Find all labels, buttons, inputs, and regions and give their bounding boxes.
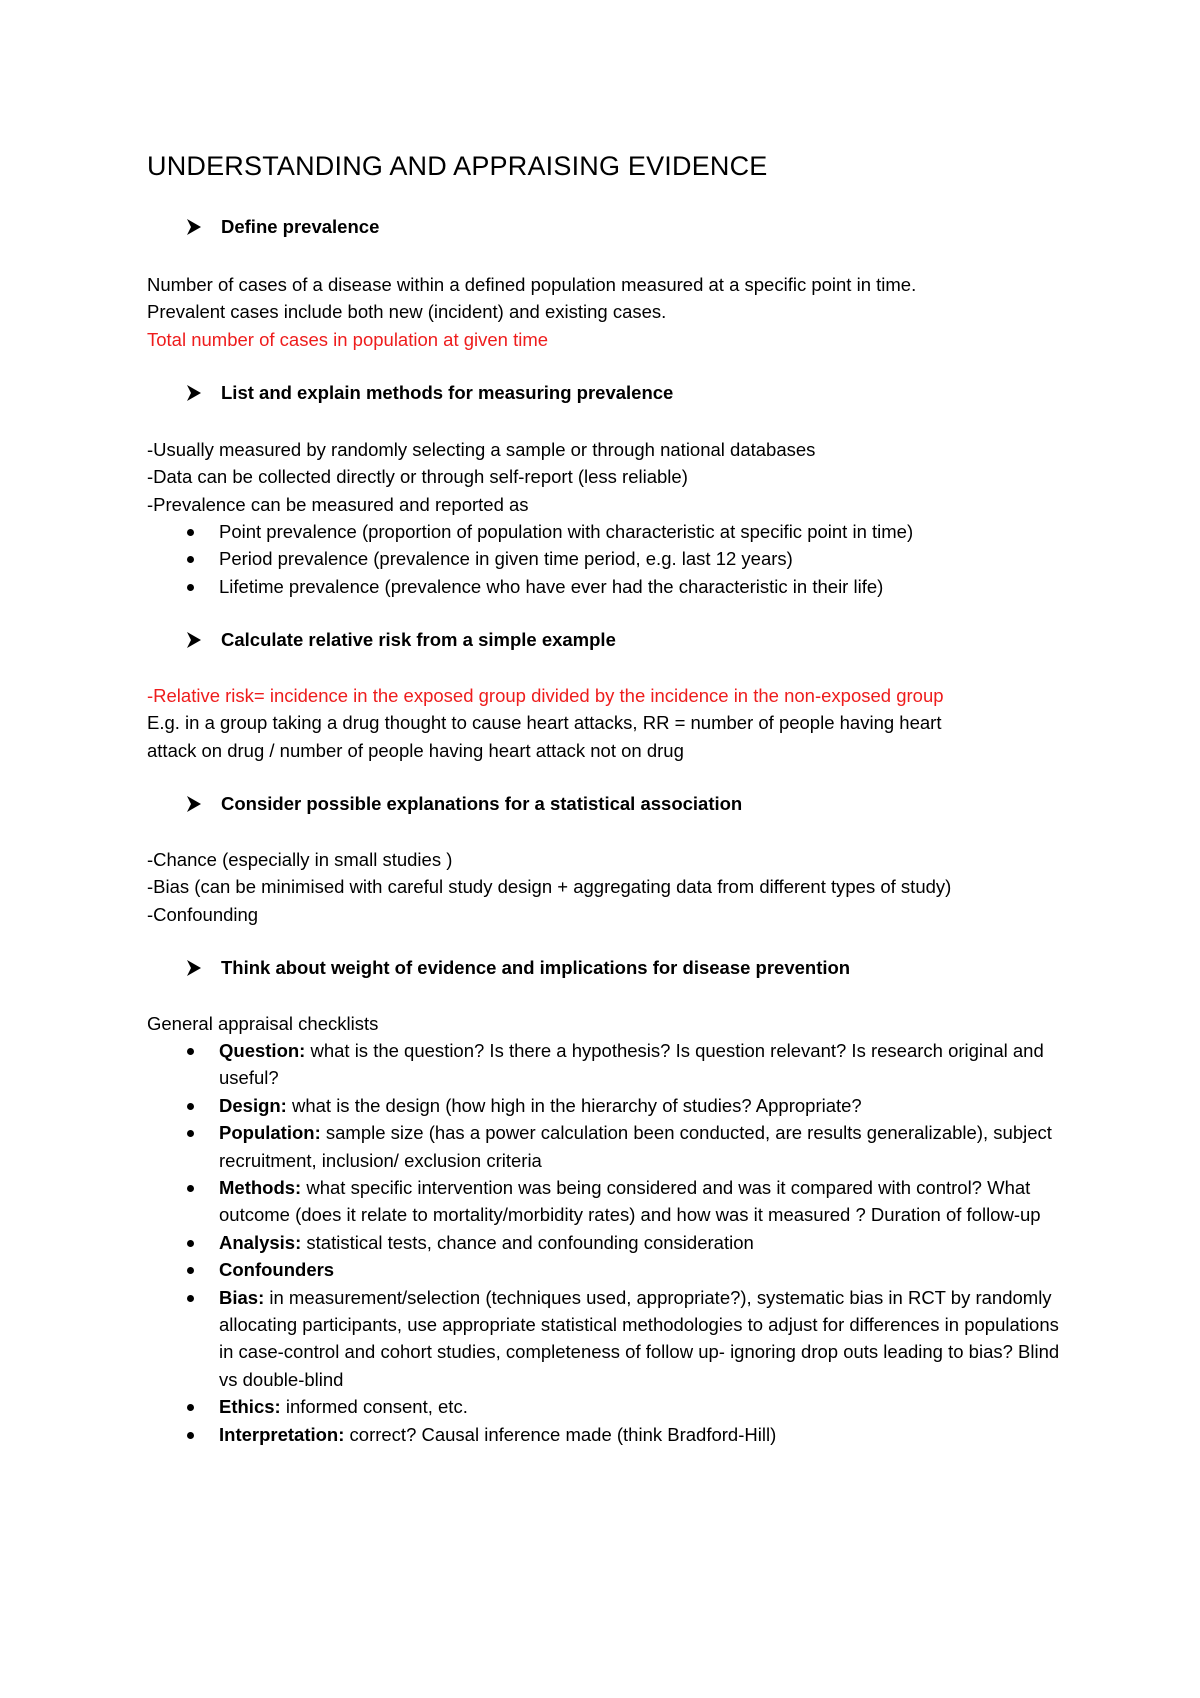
text-line: E.g. in a group taking a drug thought to cause heart attacks, RR = number of people having heart [147,712,942,734]
appraisal-checklist [187,1037,1067,1448]
text-line: attack on drug / number of people having heart attack not on drug [147,739,684,761]
bullet-dot-icon [187,1267,194,1274]
checklist-item-methods [187,1174,1067,1229]
checklist-label: Methods: [219,1177,302,1199]
list-item-text: Lifetime prevalence (prevalence who have ever had the characteristic in their life) [219,575,884,597]
list-item-text: Period prevalence (prevalence in given time period, e.g. last 12 years) [219,548,793,570]
checklist-item-question [187,1037,1067,1092]
checklist-label: Design: [219,1094,287,1116]
checklist-text: statistical tests, chance and confounding consideration [301,1231,754,1253]
text-line: -Prevalence can be measured and reported as [147,493,529,515]
text-line: -Bias (can be minimised with careful study design + aggregating data from different types of study) [147,876,952,898]
checklist-text: what specific intervention was being considered and was it compared with control? What outcome (does it relate to mortality/morbidity rates) and how was it measured ? Duration of follow-up [219,1177,1041,1226]
checklist-text: what is the question? Is there a hypothesis? Is question relevant? Is research original and useful? [219,1040,1044,1089]
arrowhead-bullet-icon [187,385,201,401]
heading-text: List and explain methods for measuring prevalence [221,382,674,403]
text-line: -Confounding [147,903,259,925]
text-line: Prevalent cases include both new (incident) and existing cases. [147,301,667,323]
measuring-methods [147,436,1067,518]
checklist-label: Question: [219,1040,306,1061]
bullet-dot-icon [187,1185,194,1192]
text-line: -Chance (especially in small studies ) [147,849,453,870]
heading-text: Think about weight of evidence and implications for disease prevention [221,957,851,978]
bullet-dot-icon [187,1295,194,1302]
list-item [187,518,1087,545]
highlighted-line: Total number of cases in population at given time [147,328,549,350]
checklist-text: informed consent, etc. [280,1396,468,1418]
checklist-item-bias [187,1284,1067,1394]
list-item [187,573,1087,600]
heading-text: Define prevalence [221,216,380,237]
association-explanations [147,846,1067,928]
checklist-item-ethics [187,1393,1067,1420]
page-title: UNDERSTANDING AND APPRAISING EVIDENCE [147,151,768,181]
section-heading-define-prevalence [187,213,379,240]
checklist-item-analysis [187,1229,1067,1256]
text-line: -Usually measured by randomly selecting a sample or through national databases [147,439,816,460]
text-line: Number of cases of a disease within a defined population measured at a specific point in time. [147,274,917,295]
checklist-label: Analysis: [219,1231,302,1253]
checklist-item-design [187,1092,1067,1119]
prevalence-definition [147,271,1067,353]
checklist-item-population [187,1119,1067,1174]
arrowhead-bullet-icon [187,632,201,648]
bullet-dot-icon [187,1240,194,1247]
bullet-dot-icon [187,1404,194,1411]
checklist-text: in measurement/selection (techniques used, appropriate?), systematic bias in RCT by randomly allocating participants, use appropriate statistical methodologies to adjust for differences in populations in case-control and cohort studies, completeness of follow up- ignoring drop outs leading to bias? Blind vs double-blind [219,1286,1060,1390]
bullet-dot-icon [187,556,194,563]
checklist-item-confounders [187,1256,1067,1283]
prevalence-types-list [187,518,1087,600]
checklist-label: Population: [219,1122,321,1144]
highlighted-line: -Relative risk= incidence in the exposed group divided by the incidence in the non-exposed group [147,685,944,706]
text-line: -Data can be collected directly or through self-report (less reliable) [147,466,688,488]
list-item-text: Point prevalence (proportion of population with characteristic at specific point in time) [219,521,914,542]
arrowhead-bullet-icon [187,219,201,235]
checklist-text: sample size (has a power calculation been conducted, are results generalizable), subject recruitment, inclusion/ exclusion criteria [219,1122,1052,1171]
text-line: General appraisal checklists [147,1013,379,1034]
bullet-dot-icon [187,584,194,591]
section-heading-weight-of-evidence [187,954,850,981]
checklist-text: what is the design (how high in the hierarchy of studies? Appropriate? [286,1094,862,1116]
bullet-dot-icon [187,1130,194,1137]
bullet-dot-icon [187,1103,194,1110]
bullet-dot-icon [187,1432,194,1439]
section-heading-relative-risk [187,626,616,653]
checklist-text: correct? Causal inference made (think Bradford-Hill) [344,1423,777,1445]
bullet-dot-icon [187,529,194,536]
heading-text: Consider possible explanations for a statistical association [221,793,743,814]
section-heading-measuring-prevalence [187,379,673,406]
checklist-label: Ethics: [219,1396,281,1418]
section-heading-statistical-association [187,790,742,817]
bullet-dot-icon [187,1048,194,1055]
checklist-label: Interpretation: [219,1423,345,1445]
checklist-label: Bias: [219,1286,265,1308]
arrowhead-bullet-icon [187,960,201,976]
checklist-label: Confounders [219,1259,335,1281]
relative-risk-explanation [147,682,1067,764]
list-item [187,545,1087,572]
checklist-item-interpretation [187,1421,1067,1448]
arrowhead-bullet-icon [187,796,201,812]
checklist-intro [147,1010,1067,1037]
heading-text: Calculate relative risk from a simple example [221,629,616,650]
